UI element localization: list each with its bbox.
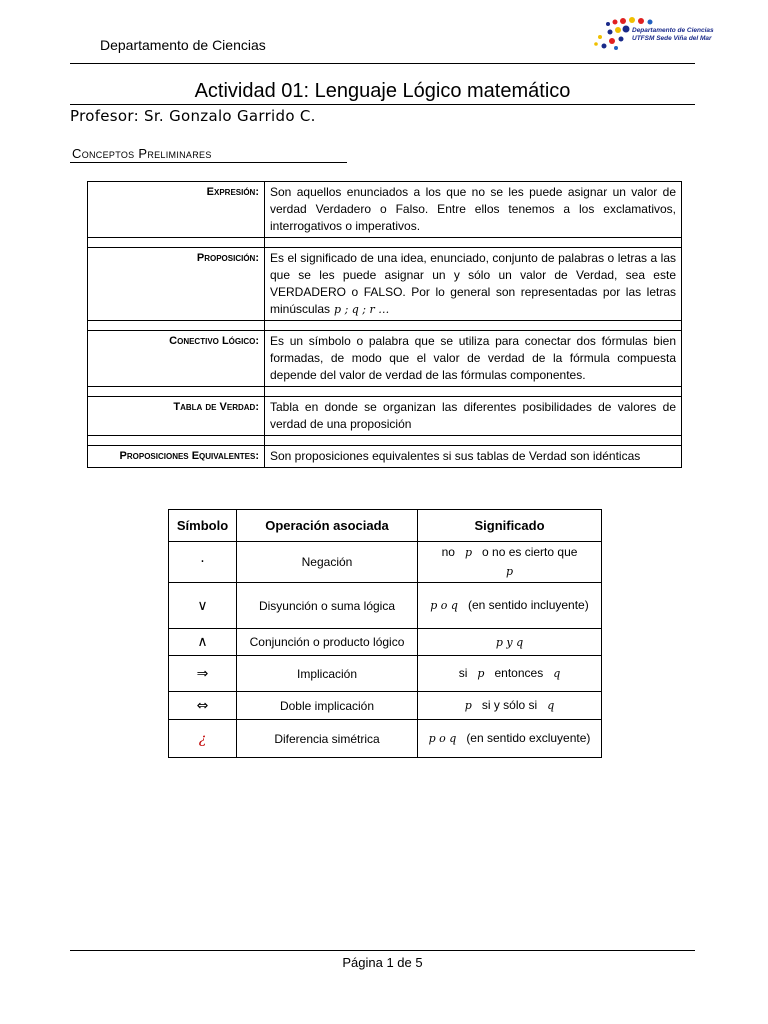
teacher-name: Profesor: Sr. Gonzalo Garrido C. (70, 107, 316, 125)
header-rule (70, 63, 695, 64)
operator-meaning: p o q (en sentido incluyente) (418, 583, 602, 629)
operators-table (168, 509, 602, 758)
definitions-table (87, 181, 682, 468)
column-header: Significado (418, 510, 602, 542)
definition-text: Tabla en donde se organizan las diferentes posibilidades de valores de verdad de una proposición (265, 397, 682, 436)
title-rule (70, 104, 695, 105)
operator-row (169, 692, 602, 720)
definition-text: Es un símbolo o palabra que se utiliza para conectar dos fórmulas bien formadas, de modo que el valor de verdad de la fórmula compuesta depende del valor de verdad de las fórmulas componentes. (265, 331, 682, 387)
definition-term: Conectivo Lógico: (88, 331, 265, 387)
operator-name: Implicación (237, 656, 418, 692)
logo-text: Departamento de Ciencias UTFSM Sede Viña del Mar (632, 27, 714, 42)
footer-rule (70, 950, 695, 951)
definition-row (88, 248, 682, 321)
header-department: Departamento de Ciencias (100, 37, 266, 53)
definition-text: Son proposiciones equivalentes si sus tablas de Verdad son idénticas (265, 446, 682, 468)
operator-meaning: si p entonces q (418, 656, 602, 692)
operator-symbol: ∨ (169, 583, 237, 629)
operator-row (169, 583, 602, 629)
definition-text: Es el significado de una idea, enunciado, conjunto de palabras o letras a las que se les puede asignar un y sólo un valor de Verdad, sea este VERDADERO o FALSO. Por lo general son representadas por las letras minúsculas p ; q ; r … (265, 248, 682, 321)
operator-symbol: ⇒ (169, 656, 237, 692)
definition-row (88, 331, 682, 387)
definition-row (88, 397, 682, 436)
column-header: Símbolo (169, 510, 237, 542)
operator-meaning: no p o no es cierto que p (418, 542, 602, 583)
definition-term: Tabla de Verdad: (88, 397, 265, 436)
definition-term: Expresión: (88, 182, 265, 238)
operator-symbol: ∧ (169, 629, 237, 656)
definition-row (88, 446, 682, 468)
operator-name: Negación (237, 542, 418, 583)
definition-text: Son aquellos enunciados a los que no se les puede asignar un valor de verdad Verdadero o Falso. Entre ellos tenemos a los exclamativos, interrogativos o imperativos. (265, 182, 682, 238)
operator-row (169, 656, 602, 692)
spacer-row (88, 436, 682, 446)
operator-symbol: ⇔ (169, 692, 237, 720)
section-rule (70, 162, 347, 163)
operator-row (169, 720, 602, 758)
column-header: Operación asociada (237, 510, 418, 542)
page-title: Actividad 01: Lenguaje Lógico matemático (194, 80, 571, 102)
operator-name: Doble implicación (237, 692, 418, 720)
operator-name: Diferencia simétrica (237, 720, 418, 758)
definition-term: Proposición: (88, 248, 265, 321)
operator-name: Conjunción o producto lógico (237, 629, 418, 656)
operator-meaning: p o q (en sentido excluyente) (418, 720, 602, 758)
definition-row (88, 182, 682, 238)
spacer-row (88, 387, 682, 397)
operator-symbol: ¿ (169, 720, 237, 758)
operator-row (169, 629, 602, 656)
page-number: Página 1 de 5 (342, 955, 423, 970)
spacer-row (88, 321, 682, 331)
definition-term: Proposiciones Equivalentes: (88, 446, 265, 468)
math-variables: p ; q ; r … (334, 303, 390, 316)
operator-meaning: p y q (418, 629, 602, 656)
operator-symbol: · (169, 542, 237, 583)
operator-name: Disyunción o suma lógica (237, 583, 418, 629)
operators-header-row (169, 510, 602, 542)
section-heading: Conceptos Preliminares (72, 146, 212, 161)
operator-meaning: p si y sólo si q (418, 692, 602, 720)
spacer-row (88, 238, 682, 248)
operator-row (169, 542, 602, 583)
